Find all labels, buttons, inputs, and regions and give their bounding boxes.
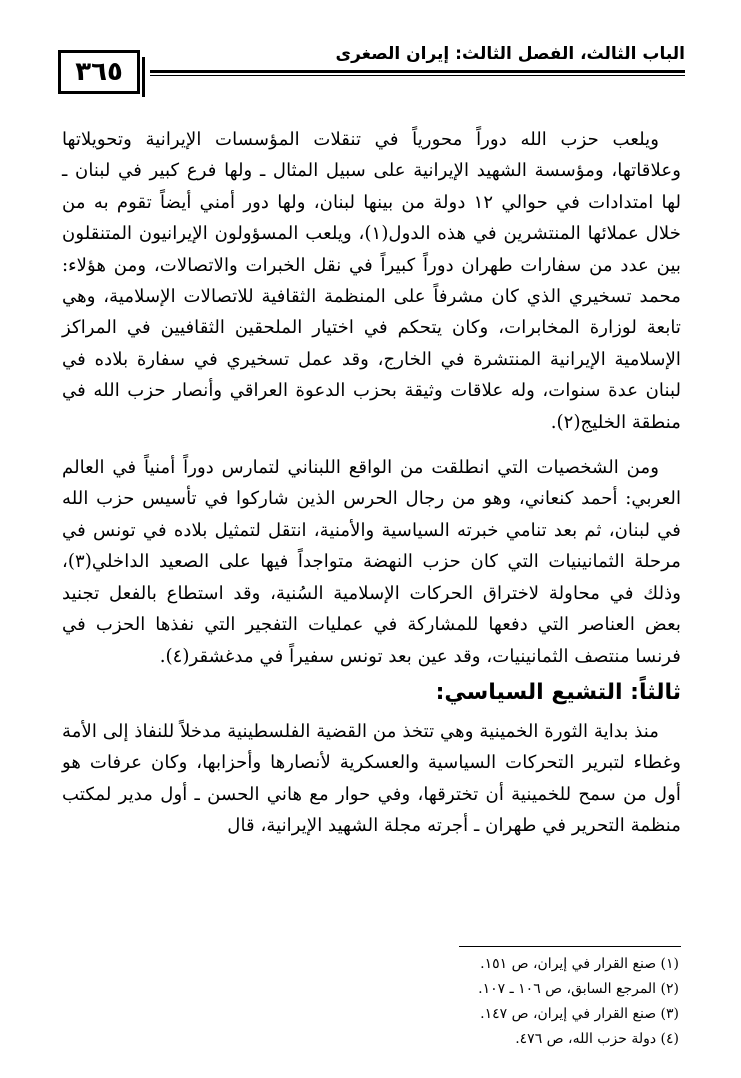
footnote-separator — [459, 946, 681, 947]
paragraph: ومن الشخصيات التي انطلقت من الواقع اللبناني لتمارس دوراً أمنياً في العالم العربي: أحمد كنعاني، وهو من رجال الحرس الذين شاركوا في تأسيس حزب الله في لبنان، ثم بعد تنامي خبرته السياسية والأمنية، انتقل لتمثيل بلاده في تونس في مرحلة الثمانينيات التي كان حزب النهضة متواجداً فيها على الصعيد الداخلي(٣)، وذلك في محاولة لاختراق الحركات الإسلامية السُنية، وقد استطاع بالفعل تجنيد بعض العناصر التي دفعها للمشاركة في عمليات التفجير التي نفذها الحزب في فرنسا منتصف الثمانينيات، وقد عين بعد تونس سفيراً في مدغشقر(٤). — [62, 457, 681, 667]
running-header — [58, 44, 685, 124]
footnote: (٣) صنع القرار في إيران، ص ١٤٧. — [480, 1006, 679, 1022]
body-text — [62, 124, 681, 842]
footnote: (٢) المرجع السابق، ص ١٠٦ ـ ١٠٧. — [478, 981, 679, 997]
footnote: (٤) دولة حزب الله، ص ٤٧٦. — [515, 1031, 679, 1047]
footnote: (١) صنع القرار في إيران، ص ١٥١. — [480, 956, 679, 972]
header-rule — [150, 70, 685, 73]
running-title: الباب الثالث، الفصل الثالث: إيران الصغرى — [335, 44, 685, 64]
paragraph: منذ بداية الثورة الخمينية وهي تتخذ من القضية الفلسطينية مدخلاً للنفاذ إلى الأمة وغطاء لتبرير التحركات السياسية والعسكرية لأنصارها وأحزابها، وكان عرفات هو أول من سمح للخمينية أن تخترقها، وفي حوار مع هاني الحسن ـ أول مدير لمكتب منظمة التحرير في طهران ـ أجرته مجلة الشهيد الإيرانية، قال — [62, 720, 681, 837]
paragraph: ويلعب حزب الله دوراً محورياً في تنقلات المؤسسات الإيرانية وتحويلاتها وعلاقاتها، ومؤسسة الشهيد الإيرانية على سبيل المثال ـ ولها فرع كبير في لبنان ـ لها امتدادات في حوالي ١٢ دولة من بينها لبنان، ولها دور أمني أيضاً تقوم به من خلال عملائها المنتشرين في هذه الدول(١)، ويلعب المسؤولون الإيرانيون المتنقلون بين عدد من سفارات طهران دوراً كبيراً في نقل الخبرات والاتصالات، ومن هؤلاء: محمد تسخيري الذي كان مشرفاً على المنظمة الثقافية للاتصالات الإسلامية، وهي تابعة لوزارة المخابرات، وكان يتحكم في اختيار الملحقين الثقافيين في المراكز الإسلامية الإيرانية المنتشرة في الخارج، وقد عمل تسخيري في سفارة بلاده في لبنان عدة سنوات، وله علاقات وثيقة بحزب الدعوة العراقي وأنصار حزب الله في منطقة الخليج(٢). — [62, 129, 681, 433]
page-number: ٣٦٥ — [58, 50, 140, 94]
header-rule-thin — [150, 75, 685, 76]
footnotes — [259, 952, 679, 1052]
section-heading: ثالثاً: التشيع السياسي: — [435, 679, 681, 705]
